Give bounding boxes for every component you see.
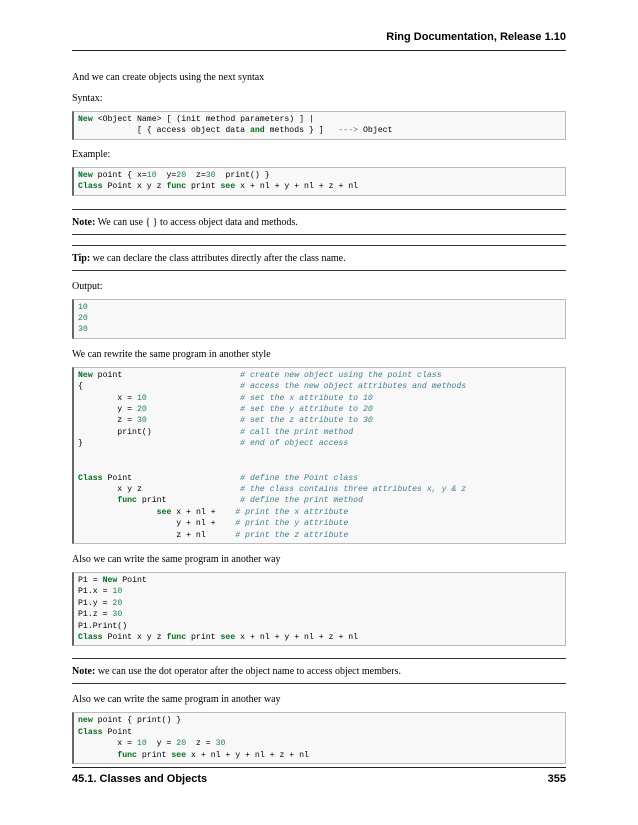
code-token: 10 bbox=[146, 170, 157, 180]
note-label-2: Note: bbox=[72, 666, 96, 678]
code-token: x = bbox=[78, 739, 137, 749]
tip-label: Tip: bbox=[72, 252, 91, 264]
code-token: Point bbox=[102, 727, 133, 737]
code-token: New bbox=[102, 575, 118, 585]
code-token: func bbox=[117, 496, 137, 506]
code-token: P1.y = bbox=[78, 598, 113, 608]
code-token: # define the Point class bbox=[240, 473, 359, 483]
code-token: # set the z attribute to 30 bbox=[240, 416, 373, 426]
code-token: y= bbox=[156, 170, 177, 180]
code-token: z + nl bbox=[78, 530, 236, 540]
code-token: y = bbox=[78, 405, 137, 415]
code-token: see bbox=[220, 632, 236, 642]
code-token: # the class contains three attributes x, y & z bbox=[240, 484, 467, 494]
code-token: # print the y attribute bbox=[235, 519, 349, 529]
code-token: # print the z attribute bbox=[235, 530, 349, 540]
footer-rule bbox=[72, 767, 566, 768]
code-token bbox=[78, 451, 83, 460]
code-token: 20 bbox=[112, 598, 123, 608]
code-token: # set the x attribute to 10 bbox=[240, 393, 373, 403]
code-token: Point bbox=[117, 575, 147, 585]
code-token: P1.Print() bbox=[78, 621, 128, 631]
code-token bbox=[78, 751, 117, 760]
code-token: print bbox=[136, 496, 241, 506]
code-token: print bbox=[186, 182, 221, 192]
code-token: point { print() } bbox=[92, 716, 182, 726]
code-token: x y z bbox=[78, 484, 241, 494]
code-token: Class bbox=[78, 632, 103, 642]
code-token: 10 bbox=[112, 587, 123, 597]
code-token: z= bbox=[186, 170, 206, 180]
header-rule bbox=[72, 50, 566, 51]
code-token: # call the print method bbox=[240, 427, 354, 437]
example-code-block bbox=[72, 167, 566, 196]
code-token: # end of object access bbox=[240, 439, 349, 449]
code-token: 20 bbox=[136, 405, 147, 415]
code-token: and bbox=[249, 126, 265, 136]
code-token: y = bbox=[146, 739, 177, 749]
code-token bbox=[78, 462, 83, 471]
code-token: New bbox=[78, 370, 93, 380]
rewrite-text-2: Also we can write the same program in another way bbox=[72, 553, 281, 565]
note-text: We can use { } to access object data and methods. bbox=[97, 216, 298, 228]
tip-box bbox=[72, 245, 566, 271]
code-token: func bbox=[166, 632, 187, 642]
rewrite-text-1: We can rewrite the same program in another style bbox=[72, 348, 271, 360]
code-token: func bbox=[117, 750, 137, 760]
code-token: New bbox=[78, 170, 93, 180]
code-token bbox=[78, 508, 157, 517]
note-label: Note: bbox=[72, 216, 96, 228]
code-token: z = bbox=[78, 416, 137, 426]
code-token: } bbox=[78, 439, 241, 449]
code-token: 10 bbox=[78, 302, 88, 312]
note-text-2: we can use the dot operator after the object name to access object members. bbox=[97, 666, 402, 678]
code-token: # print the x attribute bbox=[235, 507, 349, 517]
code-token: 20 bbox=[176, 739, 187, 749]
code-token: x + nl + bbox=[171, 507, 236, 517]
code-token: print bbox=[136, 750, 172, 760]
code-token: Class bbox=[78, 473, 103, 483]
code-token: Point x y z bbox=[102, 632, 167, 642]
code-token: point bbox=[92, 370, 241, 380]
note-box-2 bbox=[72, 658, 566, 684]
code-token: 30 bbox=[215, 739, 226, 749]
code-token: see bbox=[156, 507, 172, 517]
code-token: [ { access object data bbox=[78, 126, 250, 136]
code-token: methods } ] bbox=[264, 126, 339, 136]
code-token: Point bbox=[102, 473, 241, 483]
code-token: P1 = bbox=[78, 575, 103, 585]
code-token: 10 bbox=[136, 393, 147, 403]
code-token bbox=[78, 496, 117, 505]
code-token: Object bbox=[358, 126, 393, 136]
code-token: P1.z = bbox=[78, 610, 113, 620]
code-token: see bbox=[220, 182, 236, 192]
code-token: # set the y attribute to 20 bbox=[240, 405, 373, 415]
code-token: # access the new object attributes and methods bbox=[240, 382, 467, 392]
code-token: 20 bbox=[78, 314, 88, 324]
code-token: point { x= bbox=[92, 170, 147, 180]
page-header: Ring Documentation, Release 1.10 bbox=[386, 31, 566, 43]
code-token: Class bbox=[78, 727, 103, 737]
code-token: <Object Name> [ (init method parameters) ] | bbox=[92, 115, 314, 124]
code-token bbox=[147, 416, 240, 425]
code-token: ---> bbox=[338, 126, 359, 136]
code-token: print() bbox=[78, 427, 241, 437]
code-token: x = bbox=[78, 393, 137, 403]
rewrite-code-block-3 bbox=[72, 712, 566, 764]
code-token: print bbox=[186, 632, 221, 642]
intro-text: And we can create objects using the next syntax bbox=[72, 72, 265, 83]
code-token: # create new object using the point class bbox=[240, 370, 442, 380]
code-token: 30 bbox=[78, 325, 88, 335]
code-token: x + nl + y + nl + z + nl bbox=[235, 632, 359, 642]
syntax-code-block bbox=[72, 111, 566, 140]
rewrite-code-block-1 bbox=[72, 367, 566, 544]
code-token: see bbox=[171, 750, 187, 760]
code-token: print() } bbox=[215, 170, 270, 180]
tip-text: we can declare the class attributes directly after the class name. bbox=[92, 252, 346, 264]
code-token: z = bbox=[186, 739, 216, 749]
page-content bbox=[72, 72, 566, 764]
code-token: 30 bbox=[112, 610, 123, 620]
code-token: 10 bbox=[136, 739, 147, 749]
code-token: New bbox=[78, 115, 93, 124]
code-token: x + nl + y + nl + z + nl bbox=[235, 182, 359, 192]
example-label: Example: bbox=[72, 148, 111, 160]
code-token: # define the print method bbox=[240, 496, 363, 506]
code-token: { bbox=[78, 382, 241, 392]
code-token: y + nl + bbox=[78, 519, 236, 529]
code-token: Point x y z bbox=[102, 182, 167, 192]
code-token: x + nl + y + nl + z + nl bbox=[186, 750, 309, 760]
page-number: 355 bbox=[547, 773, 566, 785]
output-code-block bbox=[72, 299, 566, 339]
note-box bbox=[72, 209, 566, 235]
code-token: new bbox=[78, 716, 93, 726]
code-token: 30 bbox=[205, 170, 216, 180]
code-token: func bbox=[166, 182, 187, 192]
code-token: 30 bbox=[136, 416, 147, 426]
code-token: P1.x = bbox=[78, 587, 113, 597]
footer-section: 45.1. Classes and Objects bbox=[72, 773, 208, 785]
syntax-label: Syntax: bbox=[72, 93, 103, 104]
code-token bbox=[147, 405, 240, 414]
code-token: 20 bbox=[176, 170, 187, 180]
code-token bbox=[147, 394, 240, 403]
rewrite-code-block-2 bbox=[72, 572, 566, 646]
rewrite-text-3: Also we can write the same program in another way bbox=[72, 694, 281, 706]
output-label: Output: bbox=[72, 280, 103, 292]
code-token: Class bbox=[78, 182, 103, 192]
